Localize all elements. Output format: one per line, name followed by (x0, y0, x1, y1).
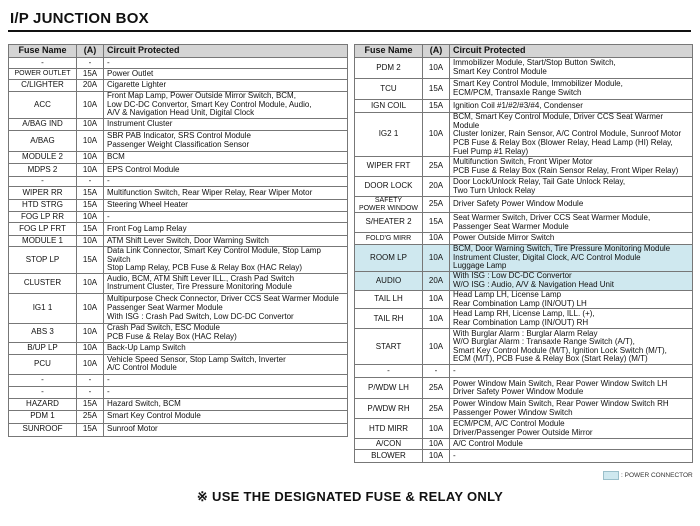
amperage-cell: 25A (423, 399, 450, 419)
fuse-name-cell: - (355, 365, 423, 378)
table-row (355, 177, 693, 197)
amperage-cell: 10A (423, 419, 450, 439)
circuit-cell: BCM (104, 151, 348, 163)
table-row (9, 69, 348, 80)
amperage-cell: 25A (77, 410, 104, 423)
circuit-cell: Crash Pad Switch, ESC Module PCB Fuse & Relay Box (HAC Relay) (104, 323, 348, 342)
circuit-cell: Steering Wheel Heater (104, 199, 348, 211)
circuit-cell: With Burglar Alarm : Burglar Alarm Relay W/O Burglar Alarm : Transaxle Range Switch (A/T), Smart Key Control Module (M/T), Ignition Lock Switch (M/T), ECM (M/T), PCB Fuse & Relay Box (Start Relay) (M/T) (450, 329, 693, 365)
amperage-cell: 25A (423, 197, 450, 213)
table-row (9, 80, 348, 92)
table-row (9, 151, 348, 163)
circuit-cell: Hazard Switch, BCM (104, 398, 348, 410)
amperage-cell: 10A (77, 354, 104, 374)
circuit-cell: - (104, 386, 348, 398)
amperage-cell: 10A (77, 293, 104, 323)
amperage-cell: 20A (423, 272, 450, 291)
table-row (9, 118, 348, 130)
fuse-name-cell: ROOM LP (355, 245, 423, 272)
amperage-cell: 10A (423, 439, 450, 450)
fuse-name-cell: CLUSTER (9, 273, 77, 293)
circuit-cell: ATM Shift Lever Switch, Door Warning Switch (104, 235, 348, 246)
circuit-cell: Vehicle Speed Sensor, Stop Lamp Switch, Inverter A/C Control Module (104, 354, 348, 374)
circuit-cell: SBR PAB Indicator, SRS Control Module Passenger Weight Classification Sensor (104, 130, 348, 151)
amperage-cell: 10A (423, 450, 450, 463)
table-row (355, 213, 693, 233)
circuit-cell: Back-Up Lamp Switch (104, 342, 348, 354)
fuse-name-cell: TAIL LH (355, 291, 423, 309)
table-header-row (9, 45, 348, 58)
fuse-name-cell: PDM 1 (9, 410, 77, 423)
amperage-cell: 10A (77, 323, 104, 342)
circuit-cell: Immobilizer Module, Start/Stop Button Switch, Smart Key Control Module (450, 58, 693, 79)
amperage-cell: 25A (423, 157, 450, 177)
table-row (9, 374, 348, 386)
amperage-cell: 15A (77, 69, 104, 80)
table-row (9, 354, 348, 374)
amperage-cell: 10A (77, 163, 104, 176)
amperage-cell: 15A (77, 246, 104, 273)
fuse-name-cell: PDM 2 (355, 58, 423, 79)
circuit-cell: A/C Control Module (450, 439, 693, 450)
amperage-cell: 10A (423, 309, 450, 329)
table-row (355, 58, 693, 79)
fuse-name-cell: IGN COIL (355, 100, 423, 113)
fuse-name-cell: HTD MIRR (355, 419, 423, 439)
fuse-name-cell: MODULE 1 (9, 235, 77, 246)
table-row (9, 246, 348, 273)
legend-swatch (603, 471, 619, 480)
circuit-cell: BCM, Door Warning Switch, Tire Pressure Monitoring Module Instrument Cluster, Digital Clock, A/C Control Module Luggage Lamp (450, 245, 693, 272)
table-row (355, 113, 693, 157)
table-row (355, 309, 693, 329)
circuit-cell: ECM/PCM, A/C Control Module Driver/Passenger Power Outside Mirror (450, 419, 693, 439)
fuse-name-cell: PCU (9, 354, 77, 374)
table-row (9, 323, 348, 342)
circuit-cell: Smart Key Control Module (104, 410, 348, 423)
fuse-name-cell: START (355, 329, 423, 365)
amperage-cell: 15A (77, 398, 104, 410)
fuse-name-cell: BLOWER (355, 450, 423, 463)
amperage-cell: 15A (423, 213, 450, 233)
header-amperage: (A) (423, 45, 450, 58)
circuit-cell: Front Map Lamp, Power Outside Mirror Switch, BCM, Low DC-DC Convertor, Smart Key Control Module, Audio, A/V & Navigation Head Unit, Digital Clock (104, 92, 348, 119)
table-row (9, 410, 348, 423)
table-row (9, 211, 348, 222)
circuit-cell: Power Window Main Switch, Rear Power Window Switch LH Driver Safety Power Window Module (450, 378, 693, 399)
fuse-name-cell: A/BAG IND (9, 118, 77, 130)
amperage-cell: 10A (77, 235, 104, 246)
header-circuit: Circuit Protected (450, 45, 693, 58)
amperage-cell: 20A (77, 80, 104, 92)
table-row (355, 439, 693, 450)
circuit-cell: - (450, 450, 693, 463)
fuse-name-cell: ABS 3 (9, 323, 77, 342)
title-underline (8, 30, 691, 32)
fuse-name-cell: S/HEATER 2 (355, 213, 423, 233)
table-row (9, 235, 348, 246)
table-row (355, 157, 693, 177)
table-row (355, 197, 693, 213)
amperage-cell: 20A (423, 177, 450, 197)
circuit-cell: Multifunction Switch, Front Wiper Motor PCB Fuse & Relay Box (Rain Sensor Relay, Front Wiper Relay) (450, 157, 693, 177)
circuit-cell: Multipurpose Check Connector, Driver CCS Seat Warmer Module Passenger Seat Warmer Module With ISG : Crash Pad Switch, Low DC-DC Convertor (104, 293, 348, 323)
fuse-name-cell: ACC (9, 92, 77, 119)
amperage-cell: 10A (423, 233, 450, 245)
circuit-cell: Power Outlet (104, 69, 348, 80)
header-fuse-name: Fuse Name (9, 45, 77, 58)
table-row (9, 222, 348, 235)
fuse-name-cell: P/WDW RH (355, 399, 423, 419)
fuse-name-cell: P/WDW LH (355, 378, 423, 399)
fuse-name-cell: AUDIO (355, 272, 423, 291)
fuse-name-cell: SAFETY POWER WINDOW (355, 197, 423, 213)
fuse-name-cell: A/CON (355, 439, 423, 450)
table-row (9, 176, 348, 186)
fuse-name-cell: MDPS 2 (9, 163, 77, 176)
amperage-cell: 15A (77, 199, 104, 211)
fuse-name-cell: TAIL RH (355, 309, 423, 329)
table-row (9, 273, 348, 293)
circuit-cell: Data Link Connector, Smart Key Control Module, Stop Lamp Switch Stop Lamp Relay, PCB Fuse & Relay Box (HAC Relay) (104, 246, 348, 273)
table-row (355, 233, 693, 245)
circuit-cell: Sunroof Motor (104, 423, 348, 436)
fuse-name-cell: - (9, 58, 77, 69)
fuse-name-cell: B/UP LP (9, 342, 77, 354)
table-row (355, 100, 693, 113)
table-row (355, 419, 693, 439)
legend-label: : POWER CONNECTOR (621, 472, 693, 480)
table-row (9, 423, 348, 436)
amperage-cell: 10A (423, 291, 450, 309)
table-row (9, 293, 348, 323)
amperage-cell: - (77, 176, 104, 186)
circuit-cell: - (104, 58, 348, 69)
fuse-name-cell: STOP LP (9, 246, 77, 273)
amperage-cell: 10A (77, 92, 104, 119)
amperage-cell: 10A (77, 211, 104, 222)
circuit-cell: Cigarette Lighter (104, 80, 348, 92)
circuit-cell: - (104, 211, 348, 222)
circuit-cell: Audio, BCM, ATM Shift Lever ILL., Crash Pad Switch Instrument Cluster, Tire Pressure Monitoring Module (104, 273, 348, 293)
fuse-name-cell: FOG LP FRT (9, 222, 77, 235)
circuit-cell: - (450, 365, 693, 378)
fuse-name-cell: - (9, 374, 77, 386)
circuit-cell: Power Outside Mirror Switch (450, 233, 693, 245)
amperage-cell: 15A (77, 186, 104, 199)
header-amperage: (A) (77, 45, 104, 58)
fuse-name-cell: IG1 1 (9, 293, 77, 323)
fuse-name-cell: MODULE 2 (9, 151, 77, 163)
header-fuse-name: Fuse Name (355, 45, 423, 58)
fuse-table-right (354, 44, 693, 463)
circuit-cell: - (104, 176, 348, 186)
fuse-name-cell: - (9, 386, 77, 398)
table-row (9, 386, 348, 398)
table-row (9, 398, 348, 410)
fuse-name-cell: A/BAG (9, 130, 77, 151)
fuse-table-left (8, 44, 348, 437)
table-row (355, 291, 693, 309)
fuse-name-cell: FOG LP RR (9, 211, 77, 222)
table-row (9, 163, 348, 176)
table-row (355, 450, 693, 463)
fuse-name-cell: TCU (355, 79, 423, 100)
table-row (355, 378, 693, 399)
table-row (355, 245, 693, 272)
fuse-name-cell: WIPER RR (9, 186, 77, 199)
amperage-cell: 15A (77, 222, 104, 235)
table-row (9, 199, 348, 211)
amperage-cell: - (77, 386, 104, 398)
table-row (355, 365, 693, 378)
amperage-cell: 10A (423, 245, 450, 272)
circuit-cell: Multifunction Switch, Rear Wiper Relay, Rear Wiper Motor (104, 186, 348, 199)
fuse-warning-note: ※ USE THE DESIGNATED FUSE & RELAY ONLY (196, 489, 504, 504)
circuit-cell: Head Lamp LH, License Lamp Rear Combination Lamp (IN/OUT) LH (450, 291, 693, 309)
fuse-name-cell: DOOR LOCK (355, 177, 423, 197)
circuit-cell: Door Lock/Unlock Relay, Tail Gate Unlock Relay, Two Turn Unlock Relay (450, 177, 693, 197)
amperage-cell: 25A (423, 378, 450, 399)
fuse-name-cell: - (9, 176, 77, 186)
amperage-cell: 10A (77, 273, 104, 293)
circuit-cell: Front Fog Lamp Relay (104, 222, 348, 235)
circuit-cell: - (104, 374, 348, 386)
amperage-cell: 15A (423, 79, 450, 100)
power-connector-legend (603, 471, 693, 480)
fuse-name-cell: FOLD'G MIRR (355, 233, 423, 245)
amperage-cell: - (77, 374, 104, 386)
amperage-cell: 10A (77, 151, 104, 163)
circuit-cell: Driver Safety Power Window Module (450, 197, 693, 213)
fuse-name-cell: HTD STRG (9, 199, 77, 211)
fuse-name-cell: SUNROOF (9, 423, 77, 436)
table-row (9, 342, 348, 354)
circuit-cell: Ignition Coil #1/#2/#3/#4, Condenser (450, 100, 693, 113)
page-title: I/P JUNCTION BOX (10, 10, 149, 27)
amperage-cell: 10A (423, 113, 450, 157)
table-row (9, 92, 348, 119)
table-row (9, 58, 348, 69)
table-row (355, 329, 693, 365)
amperage-cell: 10A (423, 58, 450, 79)
circuit-cell: Smart Key Control Module, Immobilizer Module, ECM/PCM, Transaxle Range Switch (450, 79, 693, 100)
amperage-cell: 10A (77, 342, 104, 354)
fuse-name-cell: WIPER FRT (355, 157, 423, 177)
amperage-cell: 10A (77, 118, 104, 130)
circuit-cell: Instrument Cluster (104, 118, 348, 130)
table-row (9, 130, 348, 151)
amperage-cell: - (423, 365, 450, 378)
fuse-name-cell: C/LIGHTER (9, 80, 77, 92)
amperage-cell: - (77, 58, 104, 69)
table-header-row (355, 45, 693, 58)
fuse-name-cell: IG2 1 (355, 113, 423, 157)
circuit-cell: Power Window Main Switch, Rear Power Window Switch RH Passenger Power Window Switch (450, 399, 693, 419)
fuse-name-cell: HAZARD (9, 398, 77, 410)
circuit-cell: With ISG : Low DC-DC Convertor W/O ISG : Audio, A/V & Navigation Head Unit (450, 272, 693, 291)
circuit-cell: Head Lamp RH, License Lamp, ILL. (+), Rear Combination Lamp (IN/OUT) RH (450, 309, 693, 329)
fuse-name-cell: POWER OUTLET (9, 69, 77, 80)
amperage-cell: 15A (423, 100, 450, 113)
circuit-cell: BCM, Smart Key Control Module, Driver CCS Seat Warmer Module Cluster Ionizer, Rain Sensor, A/C Control Module, Sunroof Motor PCB Fuse & Relay Box (Blower Relay, Head Lamp (HI) Relay, Fuel Pump #1 Relay) (450, 113, 693, 157)
amperage-cell: 10A (77, 130, 104, 151)
amperage-cell: 10A (423, 329, 450, 365)
table-row (9, 186, 348, 199)
table-row (355, 272, 693, 291)
table-row (355, 79, 693, 100)
circuit-cell: EPS Control Module (104, 163, 348, 176)
circuit-cell: Seat Warmer Switch, Driver CCS Seat Warmer Module, Passenger Seat Warmer Module (450, 213, 693, 233)
amperage-cell: 15A (77, 423, 104, 436)
table-row (355, 399, 693, 419)
header-circuit: Circuit Protected (104, 45, 348, 58)
